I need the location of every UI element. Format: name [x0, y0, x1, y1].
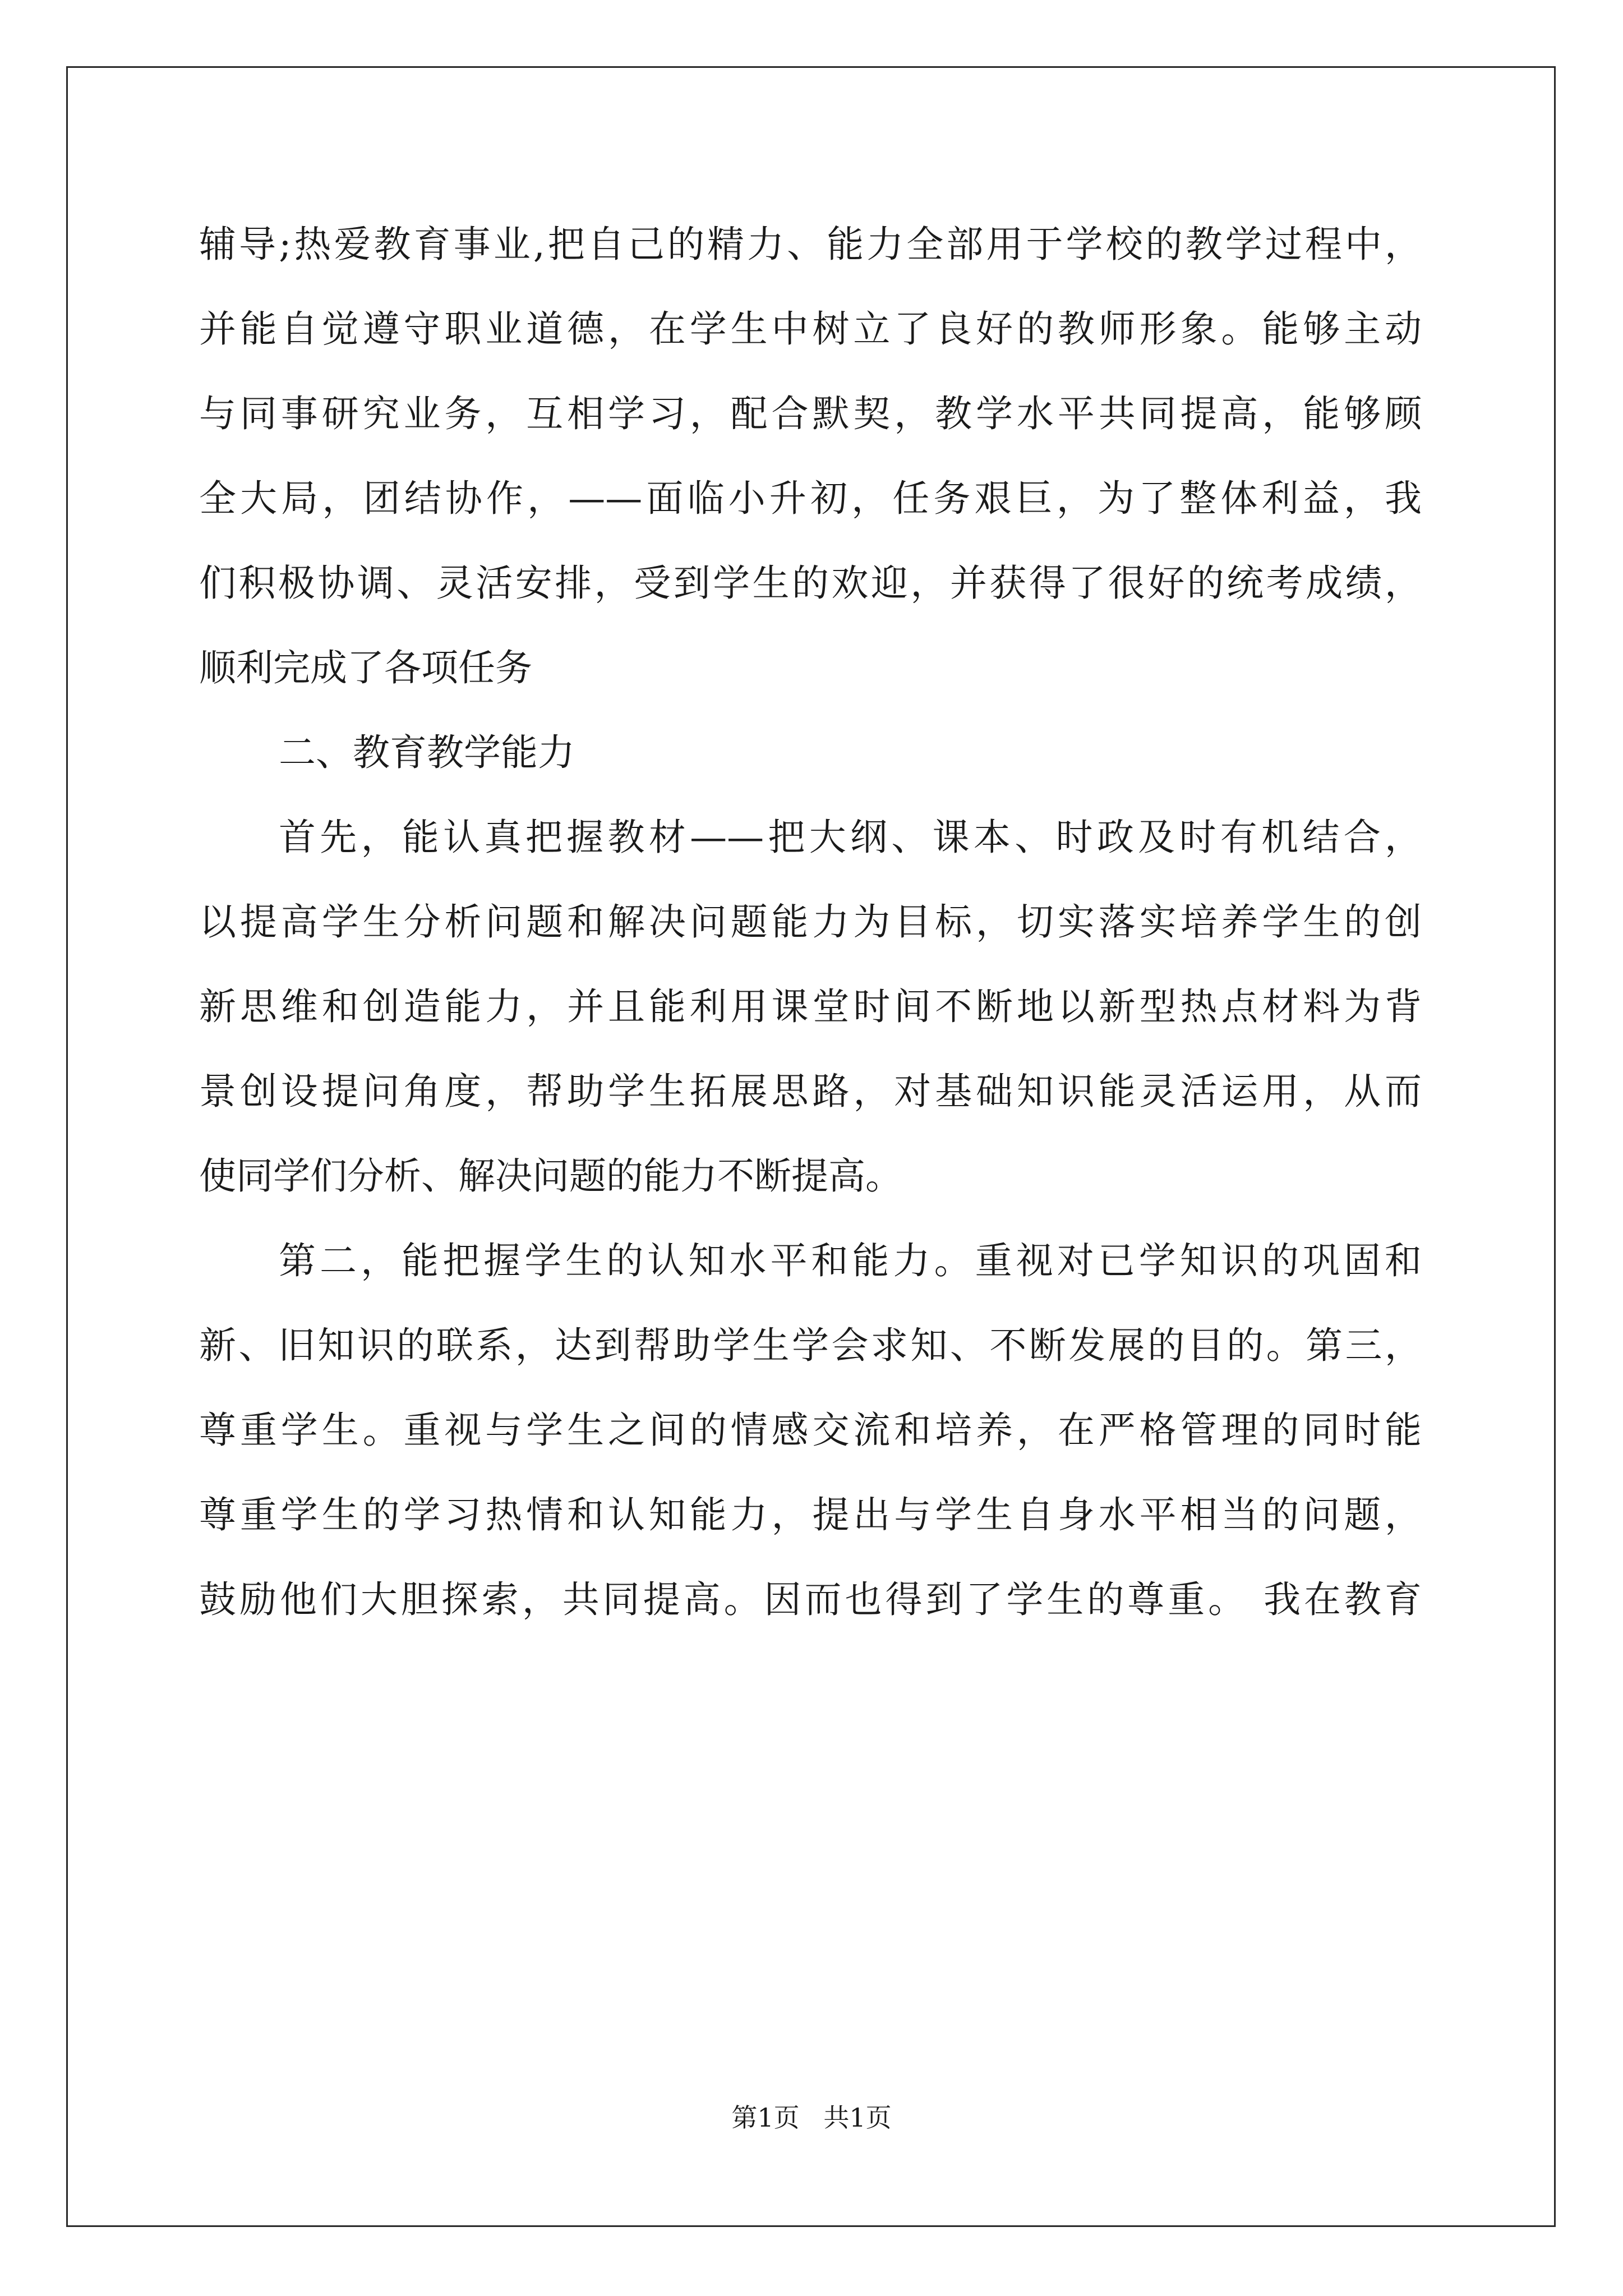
document-body: [199, 202, 1422, 1642]
text-line: 第二，能把握学生的认知水平和能力。重视对已学知识的巩固和: [279, 1239, 1422, 1282]
text-line: 并能自觉遵守职业道德，在学生中树立了良好的教师形象。能够主动: [199, 307, 1422, 351]
page-footer: [0, 2101, 1623, 2134]
text-line: 顺利完成了各项任务: [199, 646, 532, 689]
text-line: 以提高学生分析问题和解决问题能力为目标，切实落实培养学生的创: [199, 900, 1422, 944]
text-line: 辅导;热爱教育事业,把自己的精力、能力全部用于学校的教学过程中，: [199, 223, 1422, 266]
text-line: 全大局，团结协作，——面临小升初，任务艰巨，为了整体利益，我: [199, 477, 1422, 520]
text-line: 新思维和创造能力，并且能利用课堂时间不断地以新型热点材料为背: [199, 985, 1422, 1028]
page-total: 共1页: [823, 2102, 892, 2133]
text-line: 们积极协调、灵活安排，受到学生的欢迎，并获得了很好的统考成绩，: [199, 562, 1422, 605]
text-line: 使同学们分析、解决问题的能力不断提高。: [199, 1154, 902, 1198]
text-line: 首先，能认真把握教材——把大纲、课本、时政及时有机结合，: [279, 816, 1422, 859]
text-line: 景创设提问角度，帮助学生拓展思路，对基础知识能灵活运用，从而: [199, 1070, 1422, 1113]
text-line: 鼓励他们大胆探索，共同提高。因而也得到了学生的尊重。 我在教育: [199, 1578, 1422, 1621]
text-line: 与同事研究业务，互相学习，配合默契，教学水平共同提高，能够顾: [199, 392, 1422, 435]
text-line: 尊重学生。重视与学生之间的情感交流和培养，在严格管理的同时能: [199, 1409, 1422, 1452]
page-number: 第1页: [731, 2102, 800, 2133]
text-line: 尊重学生的学习热情和认知能力，提出与学生自身水平相当的问题，: [199, 1493, 1422, 1536]
section-heading: 二、教育教学能力: [279, 731, 575, 774]
text-line: 新、旧知识的联系，达到帮助学生学会求知、不断发展的目的。第三，: [199, 1324, 1422, 1367]
